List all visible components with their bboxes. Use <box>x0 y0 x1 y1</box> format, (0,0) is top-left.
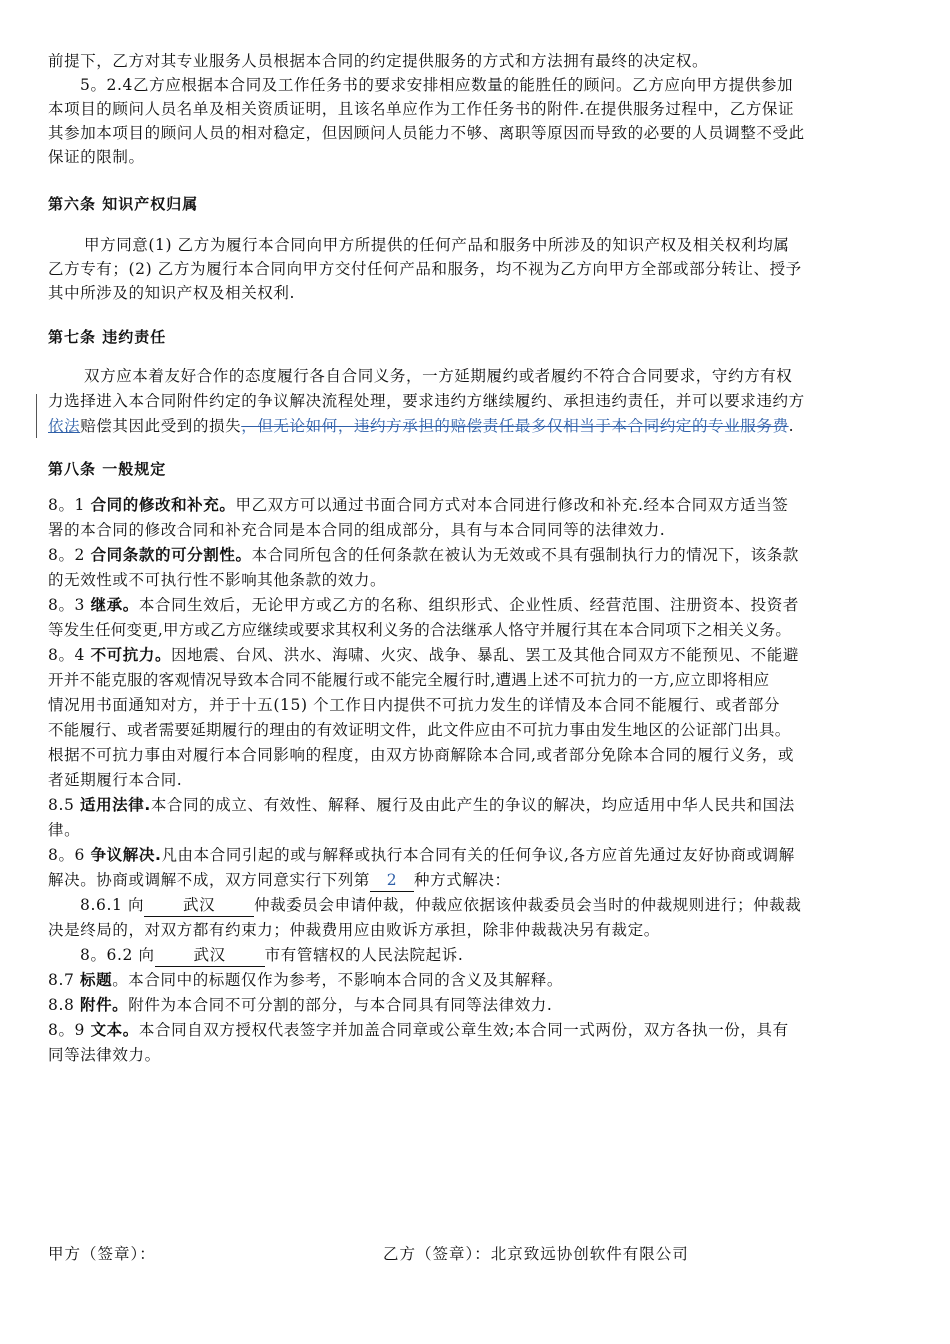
clause-number: 8。1 <box>48 496 91 514</box>
art6-text-line: 甲方同意(1) 乙方为履行本合同向甲方所提供的任何产品和服务中所涉及的知识产权及相关权利均属 <box>84 236 790 254</box>
clause-number: 8.5 <box>48 796 80 814</box>
clause-8-6-2 <box>80 944 910 967</box>
clause-title: 合同的修改和补充。 <box>90 496 236 514</box>
tracked-deletion[interactable]: ，但无论如何，违约方承担的赔偿责任最多仅相当于本合同约定的专业服务费 <box>241 417 789 435</box>
clause-text-line <box>48 869 908 892</box>
clause-text: 本合同所包含的任何条款在被认为无效或不具有强制执行力的情况下，该条款 <box>251 546 799 564</box>
clause-8-3 <box>48 594 908 616</box>
clause-8-1 <box>48 494 908 516</box>
clause-title: 不可抗力。 <box>90 646 172 664</box>
art5-clause-5-2-4: 5。2.4乙方应根据本合同及工作任务书的要求安排相应数量的能胜任的顾问。乙方应向甲方提供参加 <box>80 76 794 94</box>
clause-title: 合同条款的可分割性。 <box>90 546 252 564</box>
party-a-signature: 甲方（签章）： <box>48 1245 156 1263</box>
clause-text: 凡由本合同引起的或与解释或执行本合同有关的任何争议,各方应首先通过友好协商或调解 <box>161 846 795 864</box>
clause-text-line: 的无效性或不可执行性不影响其他条款的效力。 <box>48 571 387 589</box>
arbitration-city-field[interactable]: 武汉 <box>144 894 254 917</box>
art5-text-line: 其参加本项目的顾问人员的相对稳定，但因顾问人员能力不够、离职等原因而导致的必要的人员调整不受此 <box>48 124 805 142</box>
clause-8-6 <box>48 844 908 866</box>
clause-text: 。本合同中的标题仅作为参考，不影响本合同的含义及其解释。 <box>112 971 563 989</box>
clause-8-4 <box>48 644 908 666</box>
art7-heading: 第七条 违约责任 <box>48 328 167 346</box>
art5-paragraph-1: 前提下，乙方对其专业服务人员根据本合同的约定提供服务的方式和方法拥有最终的决定权。 <box>48 52 709 70</box>
art7-text-line: 双方应本着友好合作的态度履行各自合同义务，一方延期履约或者履约不符合合同要求，守约方有权 <box>84 367 793 385</box>
revision-change-bar <box>36 394 37 438</box>
clause-text: 市有管辖权的人民法院起诉. <box>264 946 464 964</box>
art7-text-line: 力选择进入本合同附件约定的争议解决流程处理，要求违约方继续履约、承担违约责任，并可以要求违约方 <box>48 392 805 410</box>
clause-text-line: 开并不能克服的客观情况导致本合同不能履行或不能完全履行时,遭遇上述不可抗力的一方,应立即将相应 <box>48 671 770 689</box>
clause-title: 适用法律. <box>79 796 151 814</box>
clause-number: 8。4 <box>48 646 91 664</box>
tracked-insertion[interactable]: 依法 <box>48 417 81 435</box>
clause-text: 解决。协商或调解不成，双方同意实行下列第 <box>48 871 371 889</box>
clause-text-line: 署的本合同的修改合同和补充合同是本合同的组成部分，具有与本合同同等的法律效力. <box>48 521 666 539</box>
clause-text-line: 律。 <box>48 821 81 839</box>
clause-text: 种方式解决： <box>414 871 511 889</box>
art6-text-line: 其中所涉及的知识产权及相关权利. <box>48 284 296 302</box>
clause-text: 本合同自双方授权代表签字并加盖合同章或公章生效;本合同一式两份，双方各执一份，具有 <box>138 1021 789 1039</box>
clause-text-line: 等发生任何变更,甲方或乙方应继续或要求其权利义务的合法继承人恪守并履行其在本合同项下之相关义务。 <box>48 621 792 639</box>
clause-text: 8。6.2 向 <box>80 946 155 964</box>
clause-number: 8.8 <box>48 996 80 1014</box>
court-city-field[interactable]: 武汉 <box>155 944 265 967</box>
clause-title: 附件。 <box>79 996 129 1014</box>
clause-8-5 <box>48 794 908 816</box>
clause-text: 附件为本合同不可分割的部分，与本合同具有同等法律效力. <box>128 996 553 1014</box>
clause-text: 甲乙双方可以通过书面合同方式对本合同进行修改和补充.经本合同双方适当签 <box>235 496 789 514</box>
clause-text-line: 不能履行、或者需要延期履行的理由的有效证明文件，此文件应由不可抗力事由发生地区的公证部门出具。 <box>48 721 791 739</box>
clause-text: 仲裁委员会申请仲裁，仲裁应依据该仲裁委员会当时的仲裁规则进行；仲裁裁 <box>254 896 802 914</box>
clause-text: 本合同生效后，无论甲方或乙方的名称、组织形式、企业性质、经营范围、注册资本、投资者 <box>138 596 799 614</box>
art7-text-line-revised <box>48 415 908 437</box>
clause-number: 8。3 <box>48 596 91 614</box>
clause-text-line: 根据不可抗力事由对履行本合同影响的程度，由双方协商解除本合同,或者部分免除本合同的履行义务，或 <box>48 746 795 764</box>
clause-number: 8。2 <box>48 546 91 564</box>
clause-title: 文本。 <box>90 1021 139 1039</box>
dispute-option-field[interactable]: 2 <box>370 869 414 892</box>
art7-end: . <box>788 417 795 435</box>
art5-text-line: 本项目的顾问人员名单及相关资质证明，且该名单应作为工作任务书的附件.在提供服务过程中，乙方保证 <box>48 100 795 118</box>
clause-text-line: 同等法律效力。 <box>48 1046 161 1064</box>
clause-text: 本合同的成立、有效性、解释、履行及由此产生的争议的解决，均应适用中华人民共和国法 <box>150 796 795 814</box>
clause-title: 争议解决. <box>90 846 162 864</box>
clause-8-7 <box>48 969 908 991</box>
art6-text-line: 乙方专有；(2) 乙方为履行本合同向甲方交付任何产品和服务，均不视为乙方向甲方全部或部分转让、授予 <box>48 260 802 278</box>
art8-heading: 第八条 一般规定 <box>48 460 167 478</box>
clause-8-9 <box>48 1019 908 1041</box>
clause-title: 标题 <box>79 971 113 989</box>
clause-title: 继承。 <box>90 596 139 614</box>
art5-text-line: 保证的限制。 <box>48 148 145 166</box>
art6-heading: 第六条 知识产权归属 <box>48 195 199 213</box>
clause-text: 8.6.1 向 <box>80 896 145 914</box>
clause-text-line: 情况用书面通知对方，并于十五(15) 个工作日内提供不可抗力发生的详情及本合同不能履行、或者部分 <box>48 696 781 714</box>
art7-text: 赔偿其因此受到的损失 <box>80 417 242 435</box>
party-b-signature: 乙方（签章）：北京致远协创软件有限公司 <box>383 1245 689 1263</box>
clause-number: 8。6 <box>48 846 91 864</box>
clause-text: 因地震、台风、洪水、海啸、火灾、战争、暴乱、罢工及其他合同双方不能预见、不能避 <box>171 646 799 664</box>
clause-number: 8。9 <box>48 1021 91 1039</box>
clause-text-line: 决是终局的，对双方都有约束力；仲裁费用应由败诉方承担，除非仲裁裁决另有裁定。 <box>48 921 660 939</box>
clause-8-8 <box>48 994 908 1016</box>
clause-8-2 <box>48 544 908 566</box>
clause-number: 8.7 <box>48 971 80 989</box>
clause-8-6-1 <box>80 894 910 917</box>
clause-text-line: 者延期履行本合同. <box>48 771 183 789</box>
